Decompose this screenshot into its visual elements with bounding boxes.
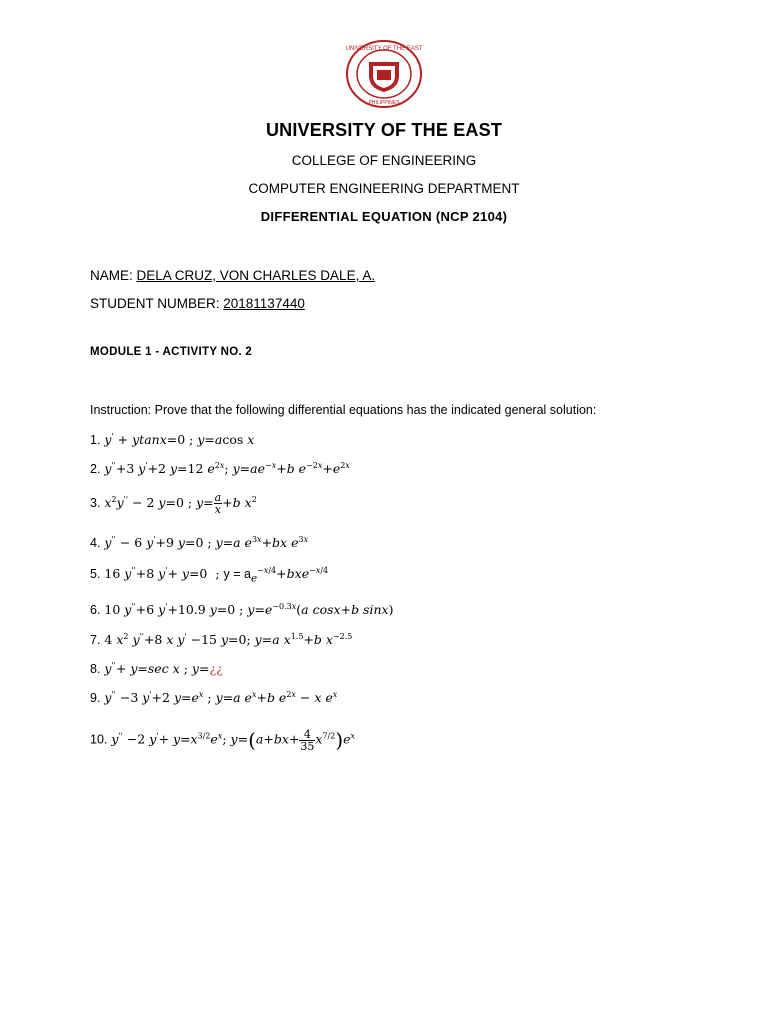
equation-3: 3. $x^2y'' - 2$ y=0 ; y= $\frac{a}{x}$ +b $x^2$ [90, 491, 257, 516]
svg-text:PHILIPPINES: PHILIPPINES [368, 100, 400, 106]
svg-text:UNIVERSITY OF THE EAST: UNIVERSITY OF THE EAST [345, 46, 423, 52]
equation-8: 8. y''+ y=sec x ; y=¿¿ [90, 661, 223, 677]
student-number-row [90, 296, 305, 311]
equation-1: 1. y' + ytanx=0 ; y=acos x [90, 432, 255, 448]
equation-4: 4. y'' − 6 y'+9 y=0 ; y=a $e^{3x}+bx$ $e^{3x}$ [90, 535, 309, 551]
college-name: COLLEGE OF ENGINEERING [291, 153, 477, 168]
university-title: UNIVERSITY OF THE EAST [265, 120, 503, 140]
equation-10: 10. y'' −2 $y'+ y=x^{3/2}e^x$; y=(a+bx+ $\frac{4}{35}$ $x^{7/2})e^x$ [90, 727, 356, 753]
name-value: DELA CRUZ, VON CHARLES DALE, A. [136, 268, 376, 283]
university-seal-logo [345, 40, 423, 108]
equation-7: 7. 4 $x^2$ y''+8 x y' −15 y=0; y=a $x^{1.5}+b$ $x^{-2.5}$ [90, 632, 353, 648]
instruction-text: Instruction: Prove that the following differential equations has the indicated general solution: [90, 403, 597, 417]
course-title: DIFFERENTIAL EQUATION (NCP 2104) [260, 209, 508, 224]
module-heading: MODULE 1 - ACTIVITY NO. 2 [90, 346, 253, 358]
student-name-row [90, 268, 375, 283]
name-label: NAME: [90, 268, 137, 283]
equation-5: 5. 16 y''+8 y'+ y=0 ; $y = a_e^{-x/4}+bxe^{-x/4}$ [90, 566, 329, 585]
equation-6: 6. 10 y''+6 y'+10.9 y=0 ; $y=e^{-0.3x}(a$ cosx+b sinx) [90, 602, 394, 618]
equation-2: 2. y''+3 y'+2 y=12 $e^{2x}$; $y=ae^{-x}+b$ $e^{-2x}+e^{2x}$ [90, 461, 350, 477]
student-number-value: 20181137440 [223, 296, 305, 311]
equation-9: 9. y'' −3 y'+2 $y=e^x$ ; y=a $e^x+b$ $e^{2x} - x$ $e^x$ [90, 690, 338, 706]
student-number-label: STUDENT NUMBER: [90, 296, 224, 311]
department-name: COMPUTER ENGINEERING DEPARTMENT [248, 181, 520, 196]
